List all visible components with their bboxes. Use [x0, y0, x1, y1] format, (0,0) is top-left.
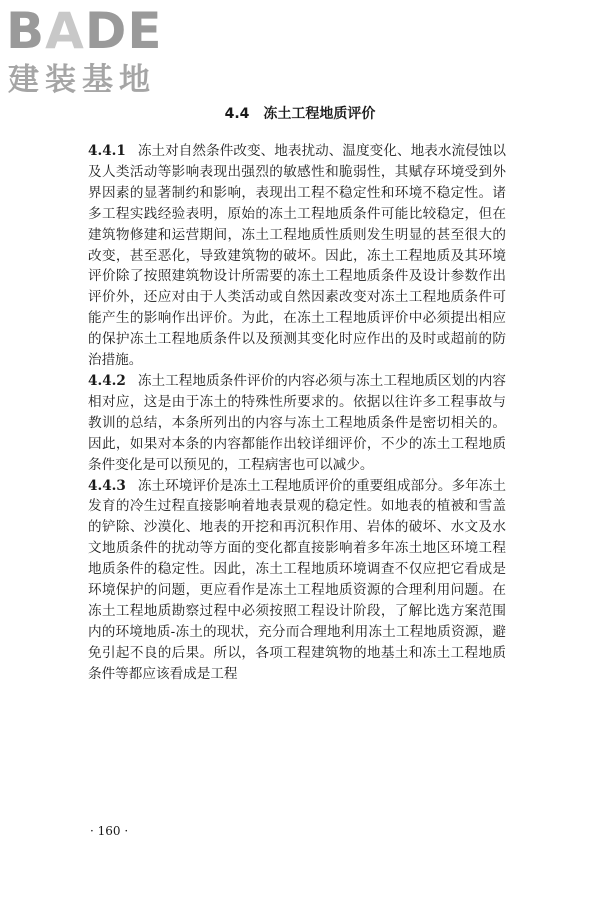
page-number: · 160 · [90, 824, 129, 838]
paragraph-number: 4.4.1 [88, 143, 126, 159]
section-title: 冻土工程地质评价 [263, 106, 376, 122]
paragraph-number: 4.4.2 [88, 372, 126, 389]
paragraph-4-4-1 [88, 141, 506, 371]
publisher-watermark-logo [6, 4, 186, 100]
paragraph-number: 4.4.3 [88, 477, 126, 494]
paragraph-text: 冻土工程地质条件评价的内容必须与冻土工程地质区划的内容相对应，这是由于冻土的特殊性所要求的。依据以往许多工程事故与教训的总结，本条所列出的内容与冻土工程地质条件是密切相关的。因此，如果对本条的内容都能作出较详细评价，不少的冻土工程地质条件变化是可以预见的，工程病害也可以减少。 [88, 372, 506, 473]
section-heading [0, 104, 600, 124]
paragraph-4-4-2 [88, 371, 506, 476]
watermark-letter-b: B [6, 2, 46, 60]
body-text [88, 141, 506, 685]
section-number: 4.4 [224, 106, 250, 122]
paragraph-text: 冻土环境评价是冻土工程地质评价的重要组成部分。多年冻土发育的冷生过程直接影响着地表景观的稳定性。如地表的植被和雪盖的铲除、沙漠化、地表的开挖和再沉积作用、岩体的破坏、水文及水文地质条件的扰动等方面的变化都直接影响着多年冻土地区环境工程地质条件的稳定性。因此，冻土工程地质环境调查不仅应把它看成是环境保护的问题，更应看作是冻土工程地质资源的合理利用问题。在冻土工程地质勘察过程中必须按照工程设计阶段，了解比选方案范围内的环境地质-冻土的现状，充分而合理地利用冻土工程地质资源，避免引起不良的后果。所以，各项工程建筑物的地基土和冻土工程地质条件等都应该看成是工程 [88, 477, 506, 682]
paragraph-text: 冻土对自然条件改变、地表扰动、温度变化、地表水流侵蚀以及人类活动等影响表现出强烈的敏感性和脆弱性，其赋存环境受到外界因素的显著制约和影响，表现出工程不稳定性和环境不稳定性。诸多工程实践经验表明，原始的冻土工程地质条件可能比较稳定，但在建筑物修建和运营期间，冻土工程地质性质则发生明显的甚至很大的改变，甚至恶化，导致建筑物的破坏。因此，冻土工程地质及其环境评价除了按照建筑物设计所需要的冻土工程地质条件及设计参数作出评价外，还应对由于人类活动或自然因素改变对冻土工程地质条件可能产生的影响作出评价。为此，在冻土工程地质评价中必须提出相应的保护冻土工程地质条件以及预测其变化时应作出的及时或超前的防治措施。 [88, 143, 506, 369]
paragraph-4-4-3 [88, 476, 506, 685]
watermark-letter-a: A [45, 2, 85, 60]
watermark-chinese-text: 建装基地 [8, 62, 156, 98]
watermark-latin-text [6, 4, 163, 58]
watermark-letters-de: DE [84, 2, 163, 60]
